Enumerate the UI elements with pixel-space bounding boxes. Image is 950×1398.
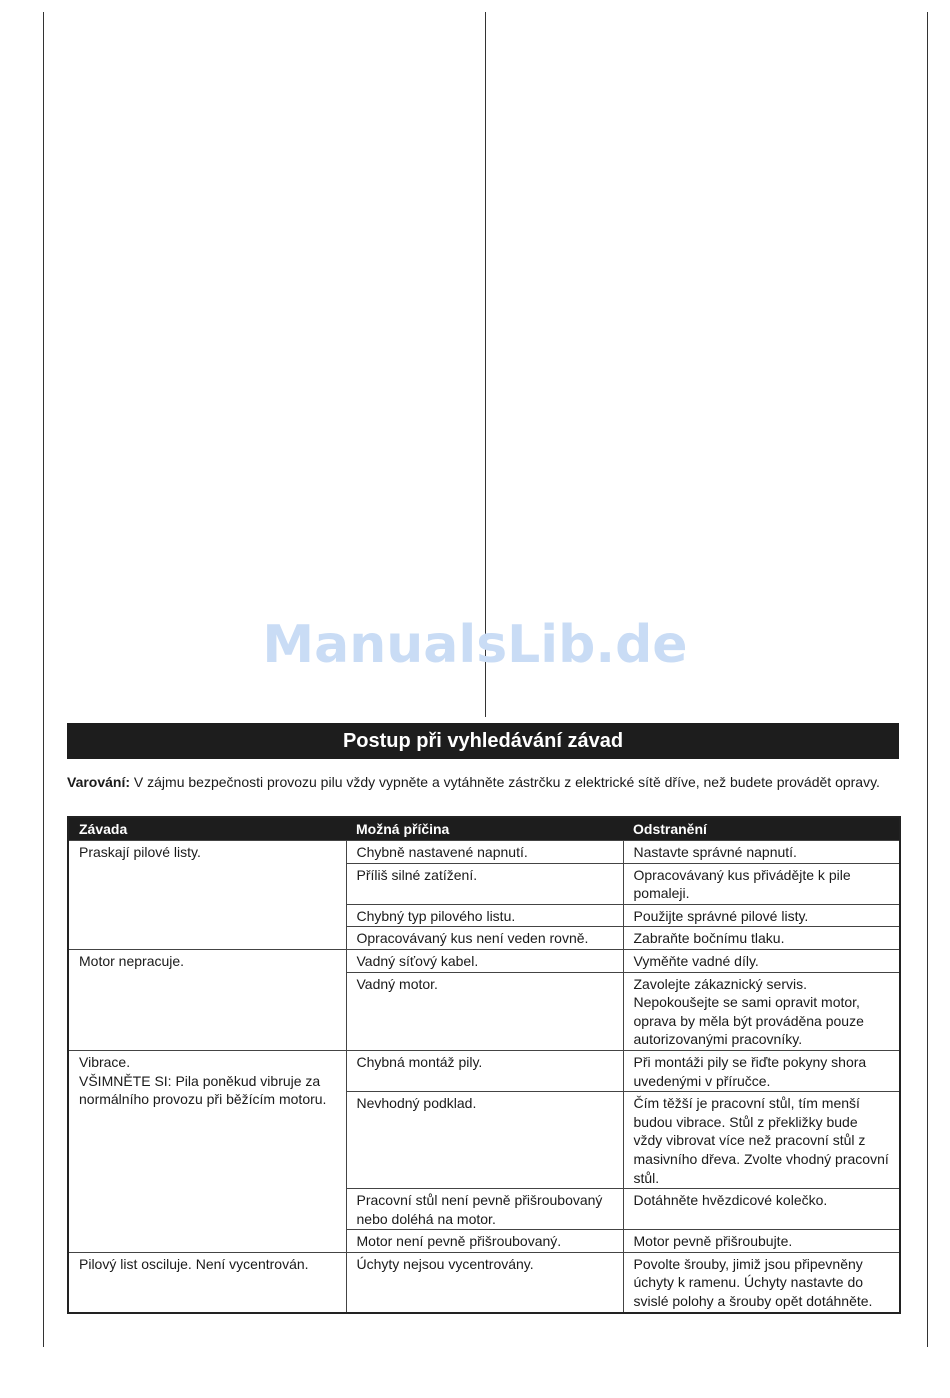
- cause-cell: Chybná montáž pily.: [346, 1050, 623, 1091]
- header-fault: Závada: [68, 817, 346, 841]
- warning-note: [67, 772, 907, 792]
- troubleshooting-table: [67, 816, 901, 1314]
- table-row: [68, 1050, 900, 1091]
- cause-cell: Vadný síťový kabel.: [346, 949, 623, 972]
- cause-cell: Pracovní stůl není pevně přišroubovaný nebo doléhá na motor.: [346, 1189, 623, 1230]
- section-title: Postup při vyhledávání závad: [67, 723, 899, 759]
- cause-cell: Nevhodný podklad.: [346, 1092, 623, 1189]
- remedy-cell: Použijte správné pilové listy.: [623, 904, 900, 927]
- fault-cell: Vibrace. VŠIMNĚTE SI: Pila poněkud vibruje za normálního provozu při běžícím motoru.: [68, 1050, 346, 1252]
- fault-cell: Praskají pilové listy.: [68, 841, 346, 950]
- cause-cell: Chybně nastavené napnutí.: [346, 841, 623, 864]
- remedy-cell: Zavolejte zákaznický servis. Nepokoušejte se sami opravit motor, oprava by měla být prováděna pouze autorizovanými pracovníky.: [623, 972, 900, 1050]
- table-row: [68, 949, 900, 972]
- cause-cell: Úchyty nejsou vycentrovány.: [346, 1252, 623, 1312]
- remedy-cell: Nastavte správné napnutí.: [623, 841, 900, 864]
- cause-cell: Opracovávaný kus není veden rovně.: [346, 927, 623, 950]
- cause-cell: Motor není pevně přišroubovaný.: [346, 1230, 623, 1253]
- table-header-row: [68, 817, 900, 841]
- cause-cell: Vadný motor.: [346, 972, 623, 1050]
- remedy-cell: Čím těžší je pracovní stůl, tím menší budou vibrace. Stůl z překližky bude vždy vibrovat více než pracovní stůl z masivního dřeva. Zvolte vhodný pracovní stůl.: [623, 1092, 900, 1189]
- table-row: [68, 841, 900, 864]
- remedy-cell: Opracovávaný kus přivádějte k pile pomaleji.: [623, 863, 900, 904]
- header-remedy: Odstranění: [623, 817, 900, 841]
- page-border-right: [927, 12, 928, 1347]
- remedy-cell: Dotáhněte hvězdicové kolečko.: [623, 1189, 900, 1230]
- warning-label: Varování:: [67, 774, 131, 790]
- page-border-left: [43, 12, 44, 1347]
- fault-cell: Motor nepracuje.: [68, 949, 346, 1050]
- remedy-cell: Vyměňte vadné díly.: [623, 949, 900, 972]
- column-divider: [485, 12, 486, 717]
- header-cause: Možná příčina: [346, 817, 623, 841]
- warning-text: V zájmu bezpečnosti provozu pilu vždy vypněte a vytáhněte zástrčku z elektrické sítě dříve, než budete provádět opravy.: [130, 774, 880, 790]
- cause-cell: Příliš silné zatížení.: [346, 863, 623, 904]
- watermark: ManualsLib.de: [262, 615, 688, 675]
- remedy-cell: Motor pevně přišroubujte.: [623, 1230, 900, 1253]
- table-row: [68, 1252, 900, 1312]
- cause-cell: Chybný typ pilového listu.: [346, 904, 623, 927]
- fault-cell: Pilový list osciluje. Není vycentrován.: [68, 1252, 346, 1312]
- remedy-cell: Povolte šrouby, jimiž jsou připevněny úchyty k ramenu. Úchyty nastavte do svislé polohy a šrouby opět dotáhněte.: [623, 1252, 900, 1312]
- remedy-cell: Při montáži pily se řiďte pokyny shora uvedenými v příručce.: [623, 1050, 900, 1091]
- table-body: [68, 841, 900, 1313]
- remedy-cell: Zabraňte bočnímu tlaku.: [623, 927, 900, 950]
